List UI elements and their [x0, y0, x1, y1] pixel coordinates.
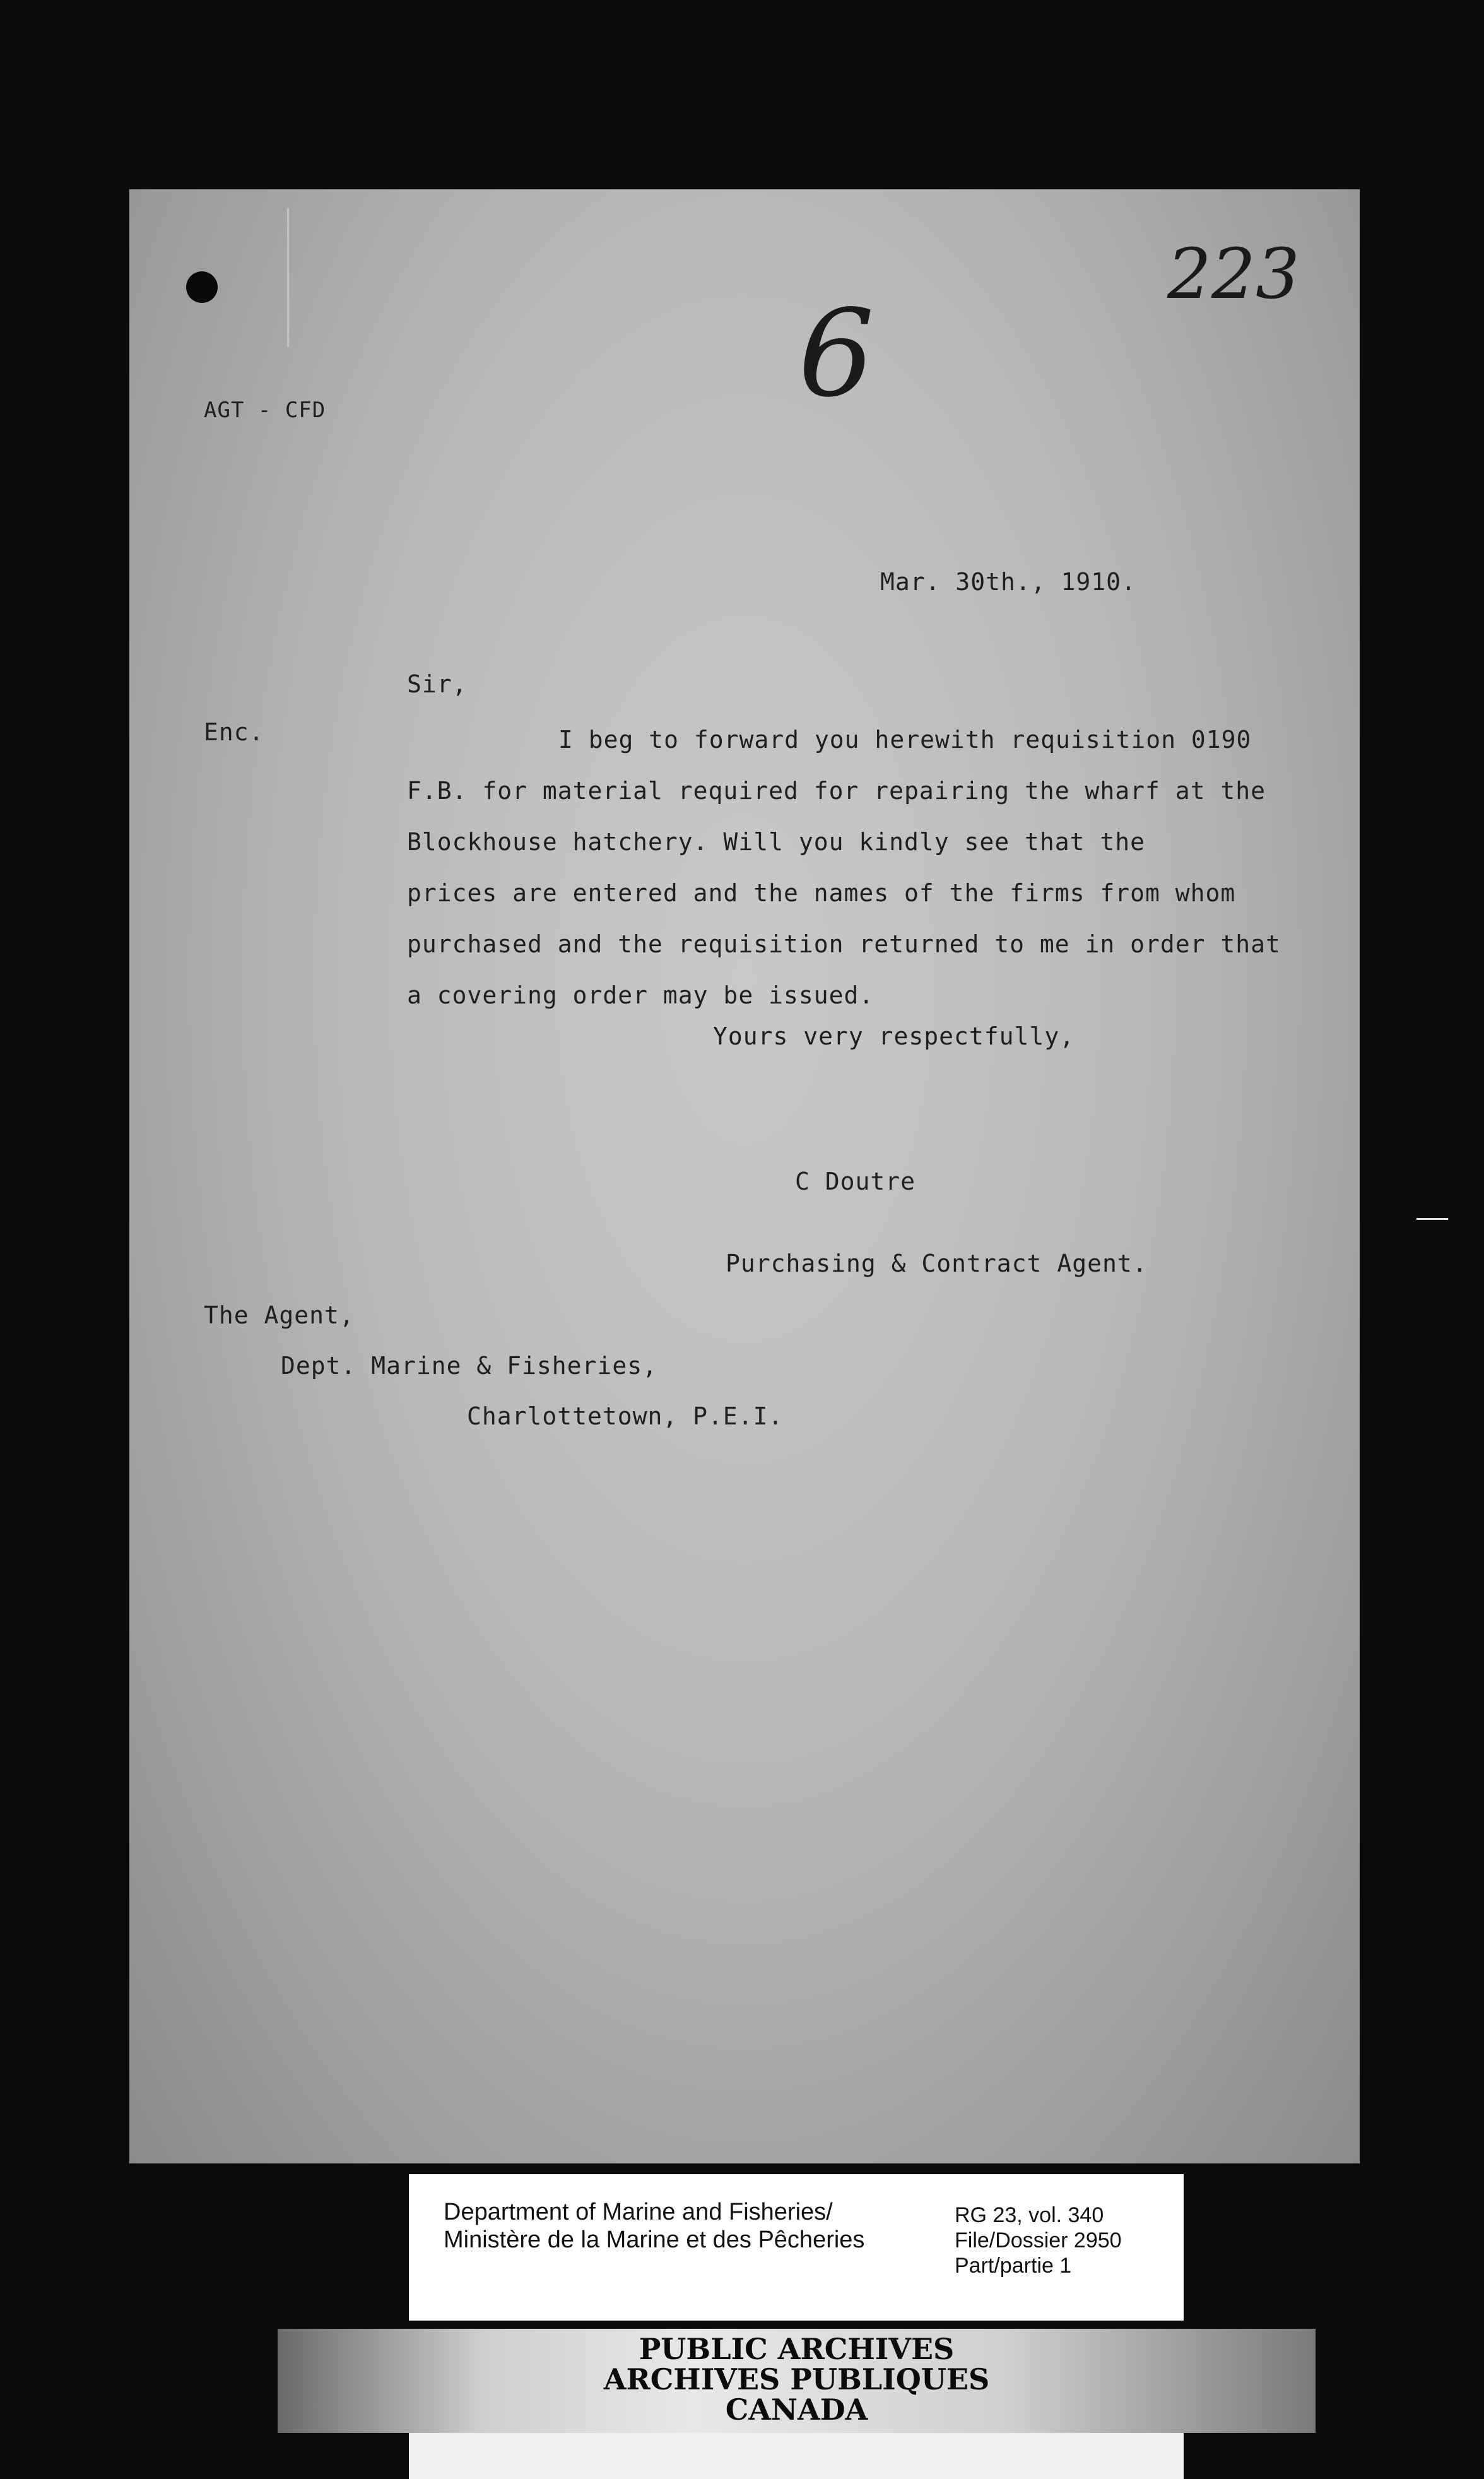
- stamp-line-3: CANADA: [725, 2393, 868, 2427]
- enclosure-note: Enc.: [204, 718, 264, 746]
- signature-name: C Doutre: [795, 1168, 916, 1195]
- recipient-line-1: The Agent,: [204, 1301, 355, 1329]
- letter-page: [129, 189, 1360, 2163]
- closing: Yours very respectfully,: [713, 1022, 1075, 1050]
- record-group: RG 23, vol. 340: [955, 2203, 1104, 2227]
- recipient-line-3: Charlottetown, P.E.I.: [467, 1402, 784, 1430]
- department-fr: Ministère de la Marine et des Pêcheries: [444, 2227, 865, 2253]
- scan-mark: [1416, 1218, 1448, 1220]
- letter-date: Mar. 30th., 1910.: [880, 568, 1136, 596]
- bottom-strip: [409, 2433, 1184, 2479]
- recipient-line-2: Dept. Marine & Fisheries,: [281, 1352, 657, 1380]
- body-line: purchased and the requisition returned to me in order that: [407, 930, 1281, 958]
- body-line: F.B. for material required for repairing the wharf at the: [407, 777, 1266, 805]
- salutation: Sir,: [407, 670, 468, 698]
- letter-body: [407, 714, 1322, 1021]
- fold-line: [287, 208, 289, 347]
- department-text: [444, 2198, 864, 2254]
- body-line: a covering order may be issued.: [407, 981, 874, 1009]
- stamp-line-1: PUBLIC ARCHIVES: [639, 2332, 955, 2366]
- body-line: Blockhouse hatchery. Will you kindly see that the: [407, 828, 1146, 856]
- body-line: I beg to forward you herewith requisition 0190: [558, 726, 1252, 754]
- department-en: Department of Marine and Fisheries/: [444, 2199, 833, 2225]
- archive-label: [409, 2174, 1184, 2321]
- handwritten-mark: 6: [798, 284, 874, 423]
- stamp-line-2: ARCHIVES PUBLIQUES: [603, 2362, 990, 2396]
- handwritten-page-number: 223: [1167, 234, 1300, 314]
- file-reference: AGT - CFD: [204, 398, 326, 423]
- archive-stamp-band: [278, 2329, 1316, 2433]
- punch-hole: [186, 271, 218, 303]
- file-number: File/Dossier 2950: [955, 2228, 1122, 2252]
- archive-stamp: [278, 2334, 1316, 2425]
- file-reference-block: [955, 2203, 1122, 2278]
- part-number: Part/partie 1: [955, 2254, 1072, 2278]
- signature-title: Purchasing & Contract Agent.: [726, 1250, 1148, 1277]
- body-line: prices are entered and the names of the firms from whom: [407, 879, 1236, 907]
